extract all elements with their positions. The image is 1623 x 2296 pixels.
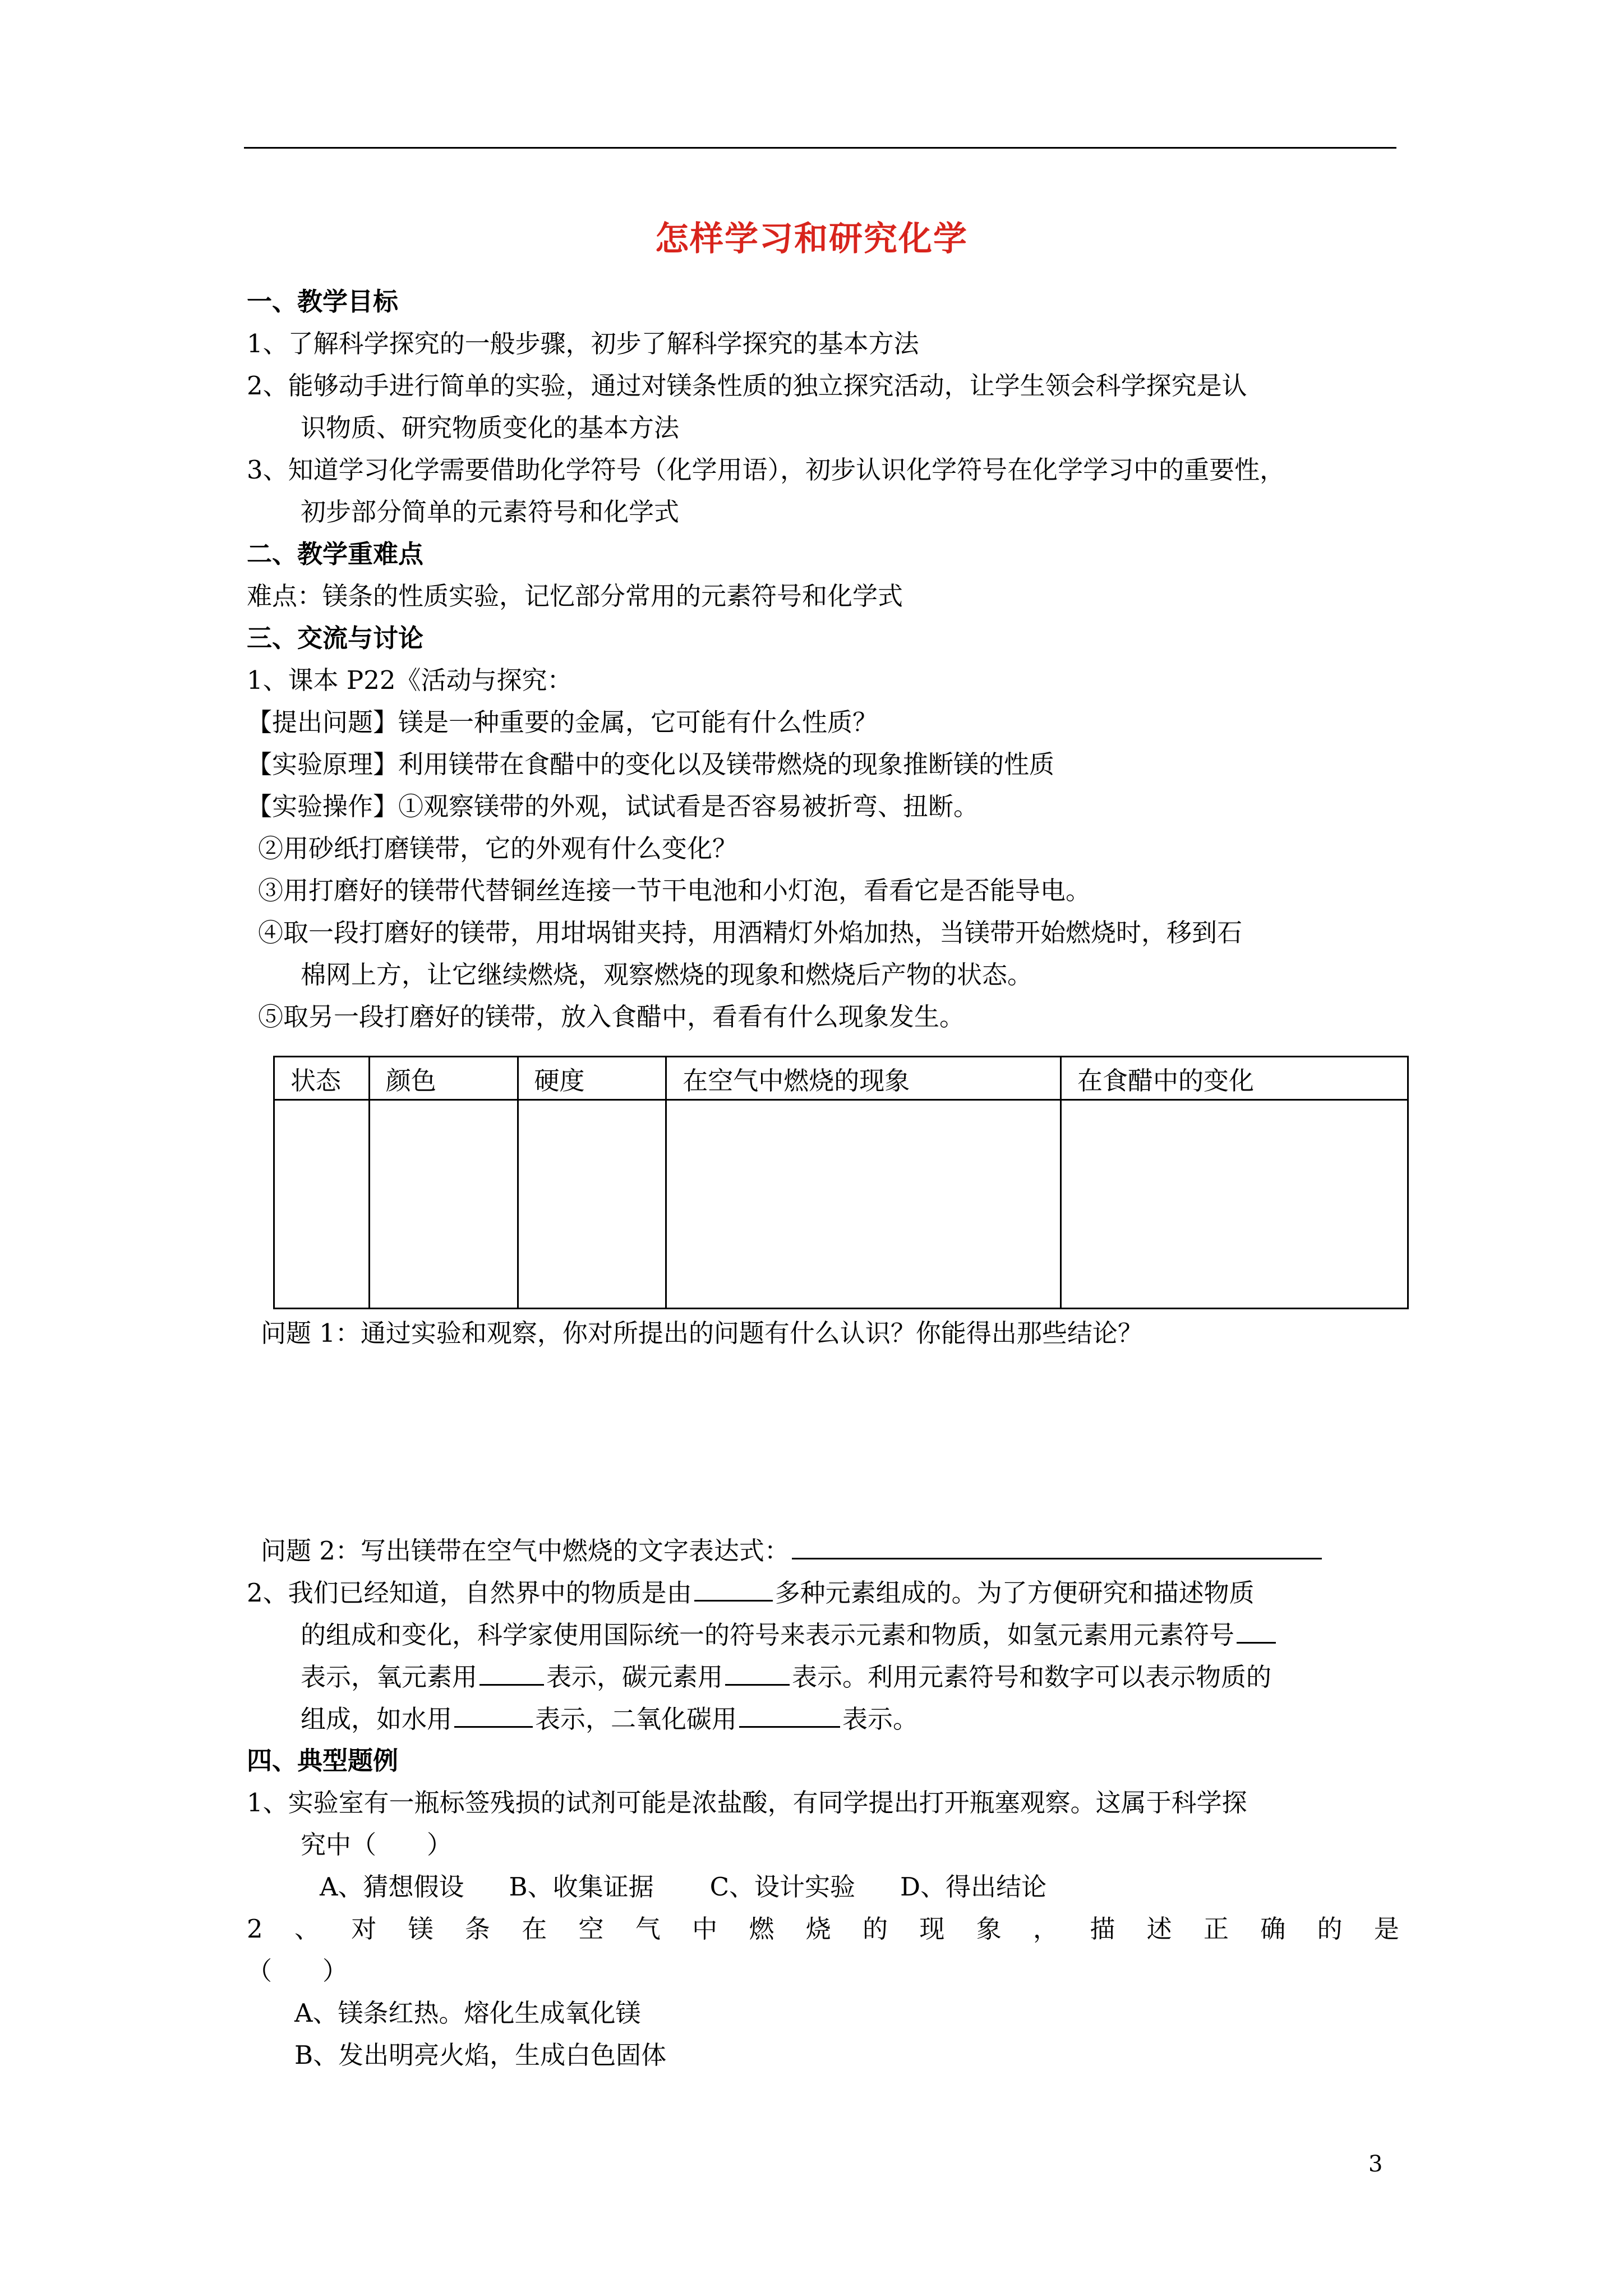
elements-text: 2、我们已经知道，自然界中的物质是由 <box>247 1578 692 1608</box>
observation-table <box>273 1056 1409 1309</box>
q2-char: 象 <box>976 1914 1002 1944</box>
answer-blank[interactable] <box>739 1697 840 1728</box>
table-answer-cell[interactable] <box>1061 1100 1408 1309</box>
answer-blank[interactable] <box>694 1571 773 1602</box>
question-2 <box>247 1529 1399 1571</box>
q2-char: 正 <box>1203 1914 1229 1944</box>
objective-1: 1、了解科学探究的一般步骤，初步了解科学探究的基本方法 <box>247 329 919 358</box>
table-answer-row <box>274 1100 1408 1309</box>
q2-char: 是 <box>1373 1914 1399 1944</box>
objective-2: 2、能够动手进行简单的实验，通过对镁条性质的独立探究活动，让学生领会科学探究是认 <box>247 371 1247 401</box>
table-header-cell: 在空气中燃烧的现象 <box>666 1057 1061 1100</box>
q2-char: ， <box>1033 1914 1059 1944</box>
elements-text: 的组成和变化，科学家使用国际统一的符号来表示元素和物质，如氢元素用元素符号 <box>301 1620 1235 1650</box>
page-title: 怎样学习和研究化学 <box>655 219 968 259</box>
answer-blank[interactable] <box>454 1697 533 1728</box>
q2-char: 确 <box>1260 1914 1286 1944</box>
q2-char: 烧 <box>805 1914 831 1944</box>
q2-char: 中 <box>692 1914 718 1944</box>
upper-content <box>247 280 1399 1038</box>
example-1-line-2: 究中（ ） <box>301 1830 453 1860</box>
elements-paragraph-line-3 <box>247 1655 1399 1697</box>
q2-char: 描 <box>1090 1914 1115 1944</box>
q2-char: 镁 <box>408 1914 434 1944</box>
table-answer-cell[interactable] <box>518 1100 666 1309</box>
answer-blank[interactable] <box>1237 1613 1276 1644</box>
experiment-step-3: ③用打磨好的镁带代替铜丝连接一节干电池和小灯泡，看看它是否能导电。 <box>258 876 1091 905</box>
table-header-cell: 状态 <box>274 1057 370 1100</box>
question-1: 问题 1：通过实验和观察，你对所提出的问题有什么认识？你能得出那些结论？ <box>261 1318 1143 1348</box>
option-b[interactable]: B、收集证据 <box>509 1872 654 1902</box>
q2-char: 空 <box>578 1914 604 1944</box>
section3-heading: 三、交流与讨论 <box>247 623 424 653</box>
activity-intro: 1、课本 P22《活动与探究： <box>247 665 573 695</box>
q2-char: 、 <box>294 1914 320 1944</box>
option-a[interactable]: A、猜想假设 <box>320 1872 464 1902</box>
answer-blank[interactable] <box>725 1655 790 1686</box>
experiment-step-1: 【实验操作】①观察镁带的外观，试试看是否容易被折弯、扭断。 <box>247 792 979 821</box>
header-rule <box>244 147 1396 149</box>
lower-content <box>247 1529 1399 2076</box>
elements-paragraph-line-1 <box>247 1571 1399 1613</box>
example-2-option-a[interactable]: A、镁条红热。熔化生成氧化镁 <box>294 1998 641 2028</box>
table-answer-cell[interactable] <box>666 1100 1061 1309</box>
table-answer-cell[interactable] <box>274 1100 370 1309</box>
q2-char: 的 <box>863 1914 888 1944</box>
raise-question: 【提出问题】镁是一种重要的金属，它可能有什么性质？ <box>247 707 878 737</box>
objective-2-cont: 识物质、研究物质变化的基本方法 <box>301 413 680 443</box>
q2-char: 2 <box>247 1914 263 1944</box>
experiment-step-2: ②用砂纸打磨镁带，它的外观有什么变化？ <box>258 834 738 863</box>
answer-blank[interactable] <box>792 1529 1322 1559</box>
section4-heading: 四、典型题例 <box>247 1746 399 1775</box>
experiment-step-5: ⑤取另一段打磨好的镁带，放入食醋中，看看有什么现象发生。 <box>258 1002 965 1032</box>
q2-char: 对 <box>351 1914 377 1944</box>
elements-paragraph-line-2 <box>247 1613 1399 1655</box>
example-1-line-1: 1、实验室有一瓶标签残损的试剂可能是浓盐酸，有同学提出打开瓶塞观察。这属于科学探 <box>247 1788 1247 1818</box>
elements-text: 表示，氧元素用 <box>301 1662 478 1692</box>
question-2-text: 问题 2：写出镁带在空气中燃烧的文字表达式： <box>261 1536 790 1566</box>
elements-text: 表示，碳元素用 <box>546 1662 723 1692</box>
page-number: 3 <box>1368 2151 1383 2177</box>
section1-heading: 一、教学目标 <box>247 287 399 316</box>
experiment-step-4-cont: 棉网上方，让它继续燃烧，观察燃烧的现象和燃烧后产物的状态。 <box>301 960 1033 990</box>
q2-char: 的 <box>1317 1914 1343 1944</box>
option-c[interactable]: C、设计实验 <box>709 1872 856 1902</box>
q2-char: 在 <box>522 1914 547 1944</box>
table-answer-cell[interactable] <box>369 1100 518 1309</box>
elements-text: 表示。利用元素符号和数字可以表示物质的 <box>792 1662 1272 1692</box>
example-1-options <box>247 1865 1399 1907</box>
q2-char: 气 <box>635 1914 661 1944</box>
experiment-principle: 【实验原理】利用镁带在食醋中的变化以及镁带燃烧的现象推断镁的性质 <box>247 749 1055 779</box>
table-header-row <box>274 1057 1408 1100</box>
elements-paragraph-line-4 <box>247 1697 1399 1739</box>
elements-text: 多种元素组成的。为了方便研究和描述物质 <box>774 1578 1255 1608</box>
q2-char: 现 <box>919 1914 945 1944</box>
experiment-step-4: ④取一段打磨好的镁带，用坩埚钳夹持，用酒精灯外焰加热，当镁带开始燃烧时，移到石 <box>258 918 1243 947</box>
option-d[interactable]: D、得出结论 <box>900 1872 1047 1902</box>
example-2-option-b[interactable]: B、发出明亮火焰，生成白色固体 <box>294 2040 667 2070</box>
objective-3-cont: 初步部分简单的元素符号和化学式 <box>301 497 680 527</box>
difficulty-text: 难点：镁条的性质实验，记忆部分常用的元素符号和化学式 <box>247 581 903 611</box>
table-header-cell: 颜色 <box>369 1057 518 1100</box>
elements-text: 组成，如水用 <box>301 1704 453 1734</box>
q2-char: 述 <box>1146 1914 1172 1944</box>
q2-char: 条 <box>464 1914 490 1944</box>
q2-char: 燃 <box>749 1914 774 1944</box>
example-2-line-1 <box>247 1907 1399 1949</box>
table-header-cell: 硬度 <box>518 1057 666 1100</box>
elements-text: 表示，二氧化碳用 <box>535 1704 737 1734</box>
section2-heading: 二、教学重难点 <box>247 539 424 569</box>
table-header-cell: 在食醋中的变化 <box>1061 1057 1408 1100</box>
example-2-paren: （ ） <box>247 1956 348 1986</box>
elements-text: 表示。 <box>842 1704 919 1734</box>
answer-blank[interactable] <box>479 1655 544 1686</box>
objective-3: 3、知道学习化学需要借助化学符号（化学用语），初步认识化学符号在化学学习中的重要性， <box>247 455 1285 485</box>
